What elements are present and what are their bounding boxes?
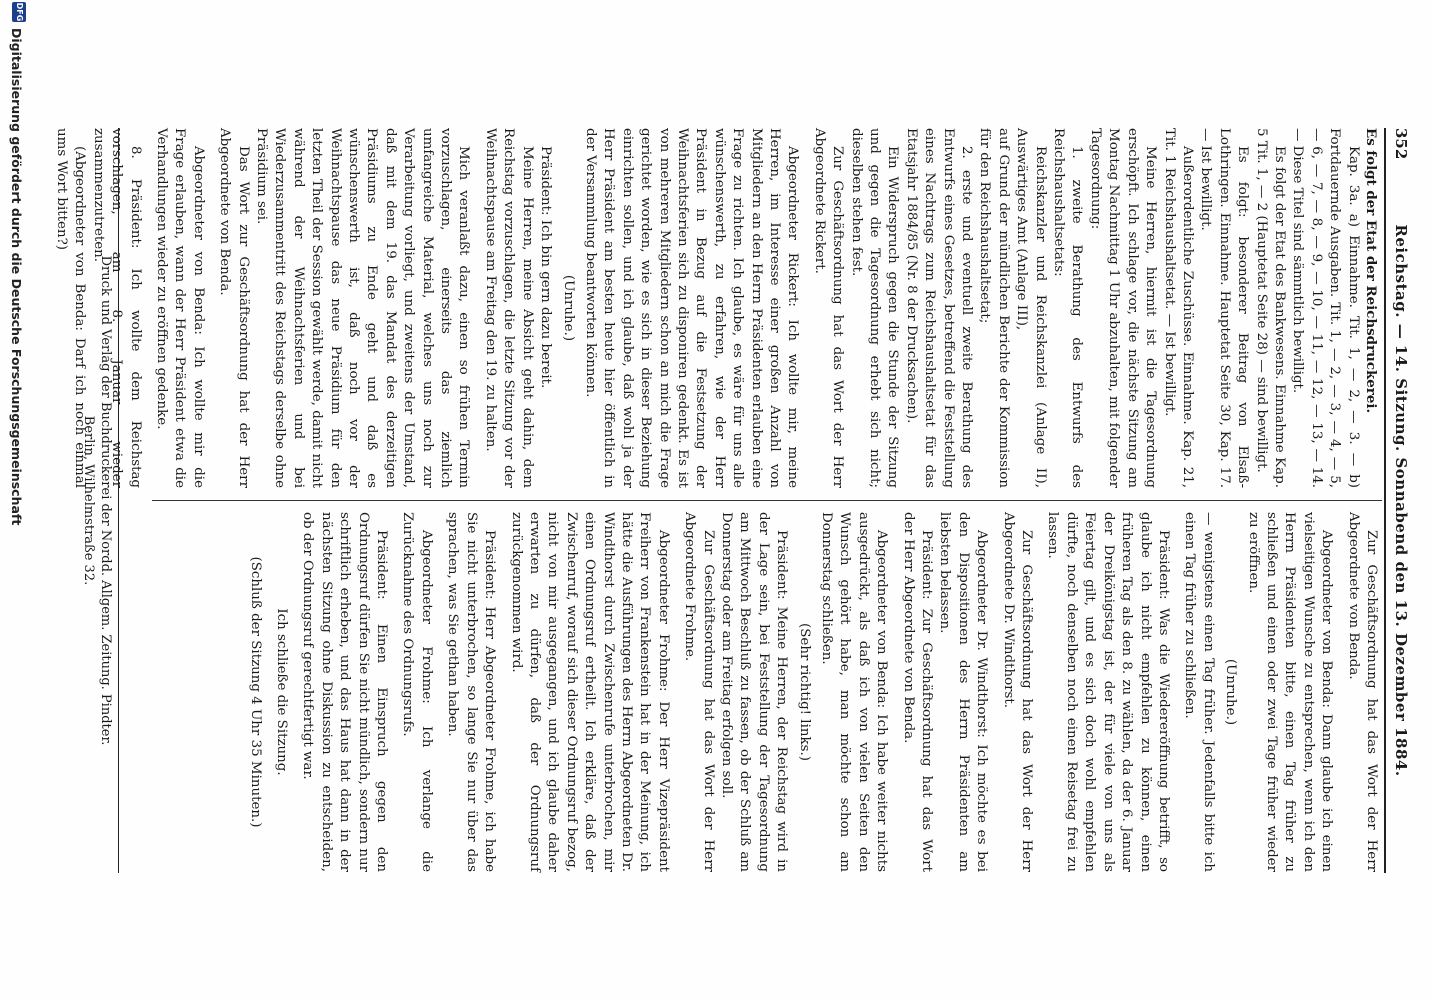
header-rule [1384, 128, 1386, 873]
paragraph: Mich veranlaßt dazu, einen so frühen Termin vorzuschlagen, einerseits das ziemlich umfangreiche Material, welches uns noch zur Verarbeitung vorliegt, und zweitens der Umstand, daß mit dem 19. das Mandat des derzeitigen Präsidiums zu Ende geht und daß es wünschenswerth ist, daß noch vor der Weihnachtspause das neue Präsidium für den letzten Theil der Session gewählt werde, damit nicht während der Weihnachtsferien und bei Wiederzusammentritt des Reichstags derselbe ohne Präsidium sei. [254, 128, 472, 488]
paragraph: Abgeordneter Dr. Windthorst: Ich möchte es bei den Dispositionen des Herrn Präsidenten am liebsten belassen. [937, 512, 990, 872]
paragraph: Präsident: Zur Geschäftsordnung hat das Wort der Herr Abgeordnete von Benda. [900, 512, 935, 872]
page-header [1390, 128, 1410, 873]
interjection: (Sehr richtig! links.) [796, 623, 812, 761]
paragraph: Ein Widerspruch gegen die Stunde der Sitzung und gegen die Tagesordnung erhebt sich nicht; dieselben stehen fest. [848, 128, 901, 488]
page-title: Reichstag. — 14. Sitzung. Sonnabend den 13. Dezember 1884. [1392, 224, 1410, 777]
paragraph: Präsident: Einen Einspruch gegen den Ordnungsruf dürfen Sie nicht mündlich, sondern nur schriftlich erheben, und das Haus hat dann in der nächsten Sitzung ohne Diskussion zu entscheiden, ob der Ordnungsruf gerechtfertigt war. [300, 512, 390, 872]
closing-note: (Schluß der Sitzung 4 Uhr 35 Minuten.) [247, 556, 263, 828]
paragraph: Außerordentliche Zuschüsse. Einnahme. Kap. 21, Tit. 1 Reichshaushaltsetat. — Ist bewilligt. [1161, 128, 1195, 488]
paragraph: Meine Herren, hiermit ist die Tagesordnung erschöpft. Ich schlage vor, die nächste Sitzung am Montag Nachmittag 1 Uhr abzuhalten, mit folgender Tagesordnung: [1087, 128, 1159, 488]
paragraph: Abgeordneter von Benda: Dann glaube ich einen vielseitigen Wunsche zu entsprechen, wenn ich den Herrn Präsidenten bitte, einen Tag früher zu schließen und einen oder zwei Tage früher wieder zu eröffnen. [1245, 512, 1335, 872]
paragraph: 2. erste und eventuell zweite Berathung des Entwurfs eines Gesetzes, betreffend die Feststellung eines Nachtrags zum Reichshaushaltsetat für das Etatsjahr 1884/85 (Nr. 8 der Drucksachen). [903, 128, 975, 488]
imprint-line: Druck und Verlag der Buchdruckerei der Nordd. Allgem. Zeitung. Pindter. [98, 255, 113, 746]
paragraph: Meine Herren, meine Absicht geht dahin, dem Reichstag vorzuschlagen, die letzte Sitzung vor der Weihnachtspause am Freitag den 19. zu halten. [482, 128, 535, 488]
paragraph: — wenigstens einen Tag früher. Jedenfalls bitte ich einen Tag früher zu schließen. [1182, 512, 1216, 872]
digitization-note: Digitalisierung gefördert durch die Deutsche Forschungsgemeinschaft [9, 28, 24, 526]
paragraph: Das Wort zur Geschäftsordnung hat der Herr Abgeordnete von Benda. [217, 128, 251, 488]
interjection: (Unruhe.) [1223, 658, 1239, 726]
footer-rule [118, 128, 119, 873]
printer-imprint [80, 128, 114, 873]
paragraph: Abgeordneter Frohme: Der Herr Vizepräsident Freiherr von Frankenstein hat in der Meinung, ich hätte die Ausführungen des Herrn Abgeordneten Dr. Windthorst durch Zwischenrufe unterbrochen, mir einen Ordnungsruf ertheilt. Ich erkläre, daß der Zwischenruf, worauf sich dieser Ordnungsruf bezog, nicht von mir ausgegangen, und ich glaube daher erwarten zu dürfen, daß der Ordnungsruf zurückgenommen wird. [508, 512, 671, 872]
paragraph: Zur Geschäftsordnung hat das Wort der Herr Abgeordnete von Benda. [1345, 512, 1379, 872]
interjection: (Unruhe.) [560, 274, 576, 342]
paragraph: Abgeordneter Frohme: Ich verlange die Zurücknahme des Ordnungsrufs. [400, 512, 434, 872]
paragraph: Präsident: Meine Herren, der Reichstag wird in der Lage sein, bei Feststellung der Tagesordnung am Mittwoch Beschluß zu fassen, ob der Schluß am Donnerstag oder am Freitag erfolgen soll. [719, 512, 790, 872]
paragraph: 1. zweite Berathung des Entwurfs des Reichshaushaltsetats: [1051, 128, 1085, 488]
paragraph: Kap. 3a. a) Einnahme. Tit. 1, — 2, — 3. — b) Fortdauernde Ausgaben. Tit. 1, — 2, — 3, — 4, — 5, — 6, — 7, — 8, — 9, — 10, — 11, — 12, — 13, — 14. — Diese Titel sind sämmtlich bewilligt. [1290, 128, 1361, 488]
paragraph: Abgeordneter Rickert: Ich wollte mir, meine Herren, im Interesse einer großen Anzahl von Mitgliedern an den Herrn Präsidenten erlauben eine Frage zu richten. Ich glaube, es wäre für uns alle wünschenswerth, zu erfahren, wie der Herr Präsident in Bezug auf die Festsetzung der Weihnachtsferien sich zu disponiren gedenkt. Es ist von mehreren Mitgliedern schon an mich die Frage gerichtet worden, wie es sich in dieser Beziehung einrichten sollen, und ich glaube, daß wohl ja der Herr Präsident am besten heute hier öffentlich in der Versammlung beantworten können. [582, 128, 801, 488]
paragraph: Es folgt der Etat des Bankwesens. Einnahme Kap. 5 Tit. 1, — 2 (Hauptetat Seite 28) — sind bewilligt. [1253, 128, 1287, 488]
paragraph: Präsident: Ich bin gern dazu bereit. [538, 146, 554, 389]
closing-line: Ich schließe die Sitzung. [274, 608, 290, 776]
paragraph: Es folgt: besonderer Beitrag von Elsaß-Lothringen. Einnahme. Hauptetat Seite 30, Kap. 17. — Ist bewilligt. [1198, 128, 1251, 488]
paragraph: Reichskanzler und Reichskanzlei (Anlage II), Auswärtiges Amt (Anlage III), [1014, 128, 1048, 488]
paragraph: Zur Geschäftsordnung hat das Wort der Herr Abgeordnete Frohme. [682, 512, 716, 872]
dfg-logo: DFG [12, 2, 26, 22]
paragraph: auf Grund der mündlichen Berichte der Kommission für den Reichshaushaltsetat; [977, 128, 1011, 488]
column-divider [152, 500, 1382, 501]
paragraph: Präsident: Was die Wiedereröffnung betrifft, so glaube ich nicht empfehlen zu können, einen früheren Tag als den 8. zu wählen, da der 6. Januar der Dreikönigstag ist, der für viele von uns als Feiertag gilt, und es sich doch wohl empfehlen dürfte, noch denselben noch einen Reisetag frei zu lassen. [1045, 512, 1171, 872]
right-column [241, 512, 1380, 872]
left-column [52, 128, 1380, 488]
page-number: 352 [1392, 128, 1410, 160]
paragraph: Zur Geschäftsordnung hat das Wort der Herr Abgeordnete Dr. Windthorst. [1000, 512, 1035, 872]
paragraph: Präsident: Herr Abgeordneter Frohme, ich habe Sie nicht unterbrochen, so lange Sie nur über das sprachen, was Sie gethan haben. [445, 512, 498, 872]
paragraph: (Abgeordneter von Benda: Darf ich noch einmal ums Wort bitten?) [53, 128, 88, 488]
paragraph: Abgeordneter von Benda: Ich wollte mir die Frage erlauben, wann der Herr Präsident etwa die Verhandlungen wieder zu eröffnen gedenke. [154, 128, 206, 488]
paragraph: Abgeordneter von Benda: Ich habe weiter nichts ausgedrückt, als daß ich von vielen Seiten den Wunsch gehört habe, man möchte schon am Donnerstag schließen. [819, 512, 890, 872]
paragraph: Es folgt der Etat der Reichsdruckerei. [1363, 128, 1379, 414]
imprint-line: Berlin, Wilhelmstraße 32. [81, 415, 96, 586]
paragraph: 8. Präsident: Ich wollte dem Reichstag vorschlagen, am 8. Januar wieder zusammenzutreten. [90, 128, 143, 488]
paragraph: Zur Geschäftsordnung hat das Wort der Herr Abgeordnete Rickert. [811, 128, 846, 488]
